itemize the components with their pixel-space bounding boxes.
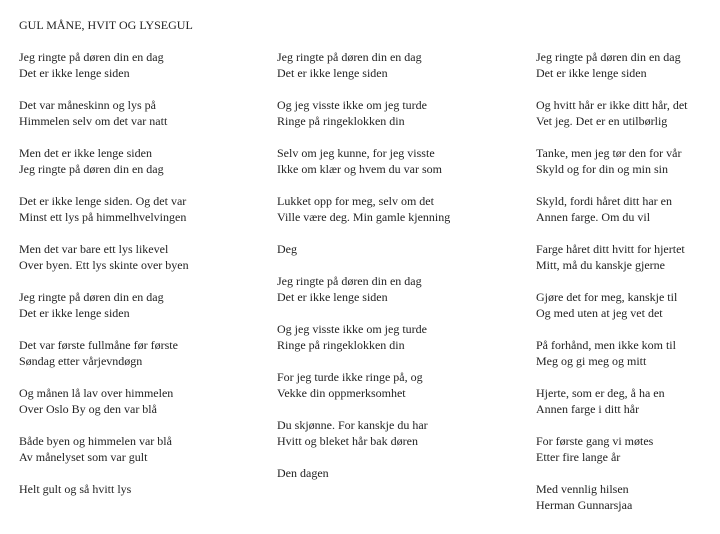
stanza <box>19 49 269 81</box>
poem-line: Deg <box>277 242 297 256</box>
stanza <box>536 193 716 225</box>
poem-line: Det er ikke lenge siden <box>19 66 130 80</box>
poem-line: Det er ikke lenge siden <box>536 66 647 80</box>
stanza <box>277 369 527 401</box>
stanza <box>19 193 269 225</box>
poem-line: Ringe på ringeklokken din <box>277 338 405 352</box>
stanza <box>536 241 716 273</box>
poem-line: Over byen. Ett lys skinte over byen <box>19 258 189 272</box>
stanza <box>536 433 716 465</box>
poem-line: Og hvitt hår er ikke ditt hår, det <box>536 98 688 112</box>
poem-line: Ikke om klær og hvem du var som <box>277 162 442 176</box>
stanza <box>277 465 527 481</box>
poem-line: Jeg ringte på døren din en dag <box>19 50 164 64</box>
poem-line: Hvitt og bleket hår bak døren <box>277 434 418 448</box>
stanza <box>536 49 716 81</box>
poem-line: Skyld, fordi håret ditt har en <box>536 194 672 208</box>
poem-line: Og jeg visste ikke om jeg turde <box>277 98 427 112</box>
poem-column-1 <box>19 49 269 513</box>
poem-line: Etter fire lange år <box>536 450 621 464</box>
poem-line: Og med uten at jeg vet det <box>536 306 663 320</box>
poem-line: For første gang vi møtes <box>536 434 654 448</box>
poem-line: Mitt, må du kanskje gjerne <box>536 258 665 272</box>
stanza <box>19 241 269 273</box>
poem-line: Himmelen selv om det var natt <box>19 114 168 128</box>
stanza <box>536 481 716 513</box>
poem-line: Jeg ringte på døren din en dag <box>536 50 681 64</box>
stanza <box>277 321 527 353</box>
poem-line: Du skjønne. For kanskje du har <box>277 418 428 432</box>
poem-line: Med vennlig hilsen <box>536 482 629 496</box>
poem-line: Annen farge i ditt hår <box>536 402 640 416</box>
poem-column-3 <box>536 49 716 529</box>
poem-line: Vet jeg. Det er en utilbørlig <box>536 114 668 128</box>
stanza <box>19 481 269 497</box>
stanza <box>536 337 716 369</box>
poem-title: GUL MÅNE, HVIT OG LYSEGUL <box>19 18 193 32</box>
poem-line: Det er ikke lenge siden <box>277 66 388 80</box>
poem-line: Både byen og himmelen var blå <box>19 434 172 448</box>
poem-line: Minst ett lys på himmelhvelvingen <box>19 210 187 224</box>
poem-line: Jeg ringte på døren din en dag <box>277 274 422 288</box>
stanza <box>277 417 527 449</box>
poem-line: Helt gult og så hvitt lys <box>19 482 132 496</box>
poem-line: Jeg ringte på døren din en dag <box>19 290 164 304</box>
stanza <box>19 289 269 321</box>
poem-column-2 <box>277 49 527 497</box>
stanza <box>536 97 716 129</box>
poem-line: Det er ikke lenge siden <box>277 290 388 304</box>
poem-line: Lukket opp for meg, selv om det <box>277 194 434 208</box>
poem-line: Men det var bare ett lys likevel <box>19 242 169 256</box>
poem-line: Og jeg visste ikke om jeg turde <box>277 322 427 336</box>
stanza <box>536 385 716 417</box>
poem-line: Det var måneskinn og lys på <box>19 98 156 112</box>
stanza <box>536 145 716 177</box>
poem-line: Vekke din oppmerksomhet <box>277 386 406 400</box>
stanza <box>277 273 527 305</box>
poem-line: Annen farge. Om du vil <box>536 210 651 224</box>
poem-line: Jeg ringte på døren din en dag <box>19 162 164 176</box>
stanza <box>19 433 269 465</box>
poem-line: Ringe på ringeklokken din <box>277 114 405 128</box>
poem-line: Den dagen <box>277 466 329 480</box>
poem-line: Farge håret ditt hvitt for hjertet <box>536 242 685 256</box>
poem-line: Ville være deg. Min gamle kjenning <box>277 210 451 224</box>
stanza <box>277 145 527 177</box>
stanza <box>19 97 269 129</box>
stanza <box>277 97 527 129</box>
poem-line: Av månelyset som var gult <box>19 450 148 464</box>
poem-line: Meg og gi meg og mitt <box>536 354 647 368</box>
poem-line: Jeg ringte på døren din en dag <box>277 50 422 64</box>
poem-line: Over Oslo By og den var blå <box>19 402 157 416</box>
poem-line: Gjøre det for meg, kanskje til <box>536 290 678 304</box>
poem-line: Men det er ikke lenge siden <box>19 146 152 160</box>
poem-line: Søndag etter vårjevndøgn <box>19 354 143 368</box>
stanza <box>19 145 269 177</box>
poem-line: Tanke, men jeg tør den for vår <box>536 146 682 160</box>
poem-line: Selv om jeg kunne, for jeg visste <box>277 146 435 160</box>
poem-line: Det er ikke lenge siden <box>19 306 130 320</box>
stanza <box>19 337 269 369</box>
poem-line: Og månen lå lav over himmelen <box>19 386 174 400</box>
poem-line: Hjerte, som er deg, å ha en <box>536 386 665 400</box>
stanza <box>277 49 527 81</box>
poem-line: For jeg turde ikke ringe på, og <box>277 370 423 384</box>
stanza <box>277 241 527 257</box>
stanza <box>19 385 269 417</box>
stanza <box>277 193 527 225</box>
stanza <box>536 289 716 321</box>
poem-line: Herman Gunnarsjaa <box>536 498 633 512</box>
poem-line: Skyld og for din og min sin <box>536 162 669 176</box>
poem-line: På forhånd, men ikke kom til <box>536 338 676 352</box>
poem-line: Det er ikke lenge siden. Og det var <box>19 194 187 208</box>
poem-line: Det var første fullmåne før første <box>19 338 178 352</box>
